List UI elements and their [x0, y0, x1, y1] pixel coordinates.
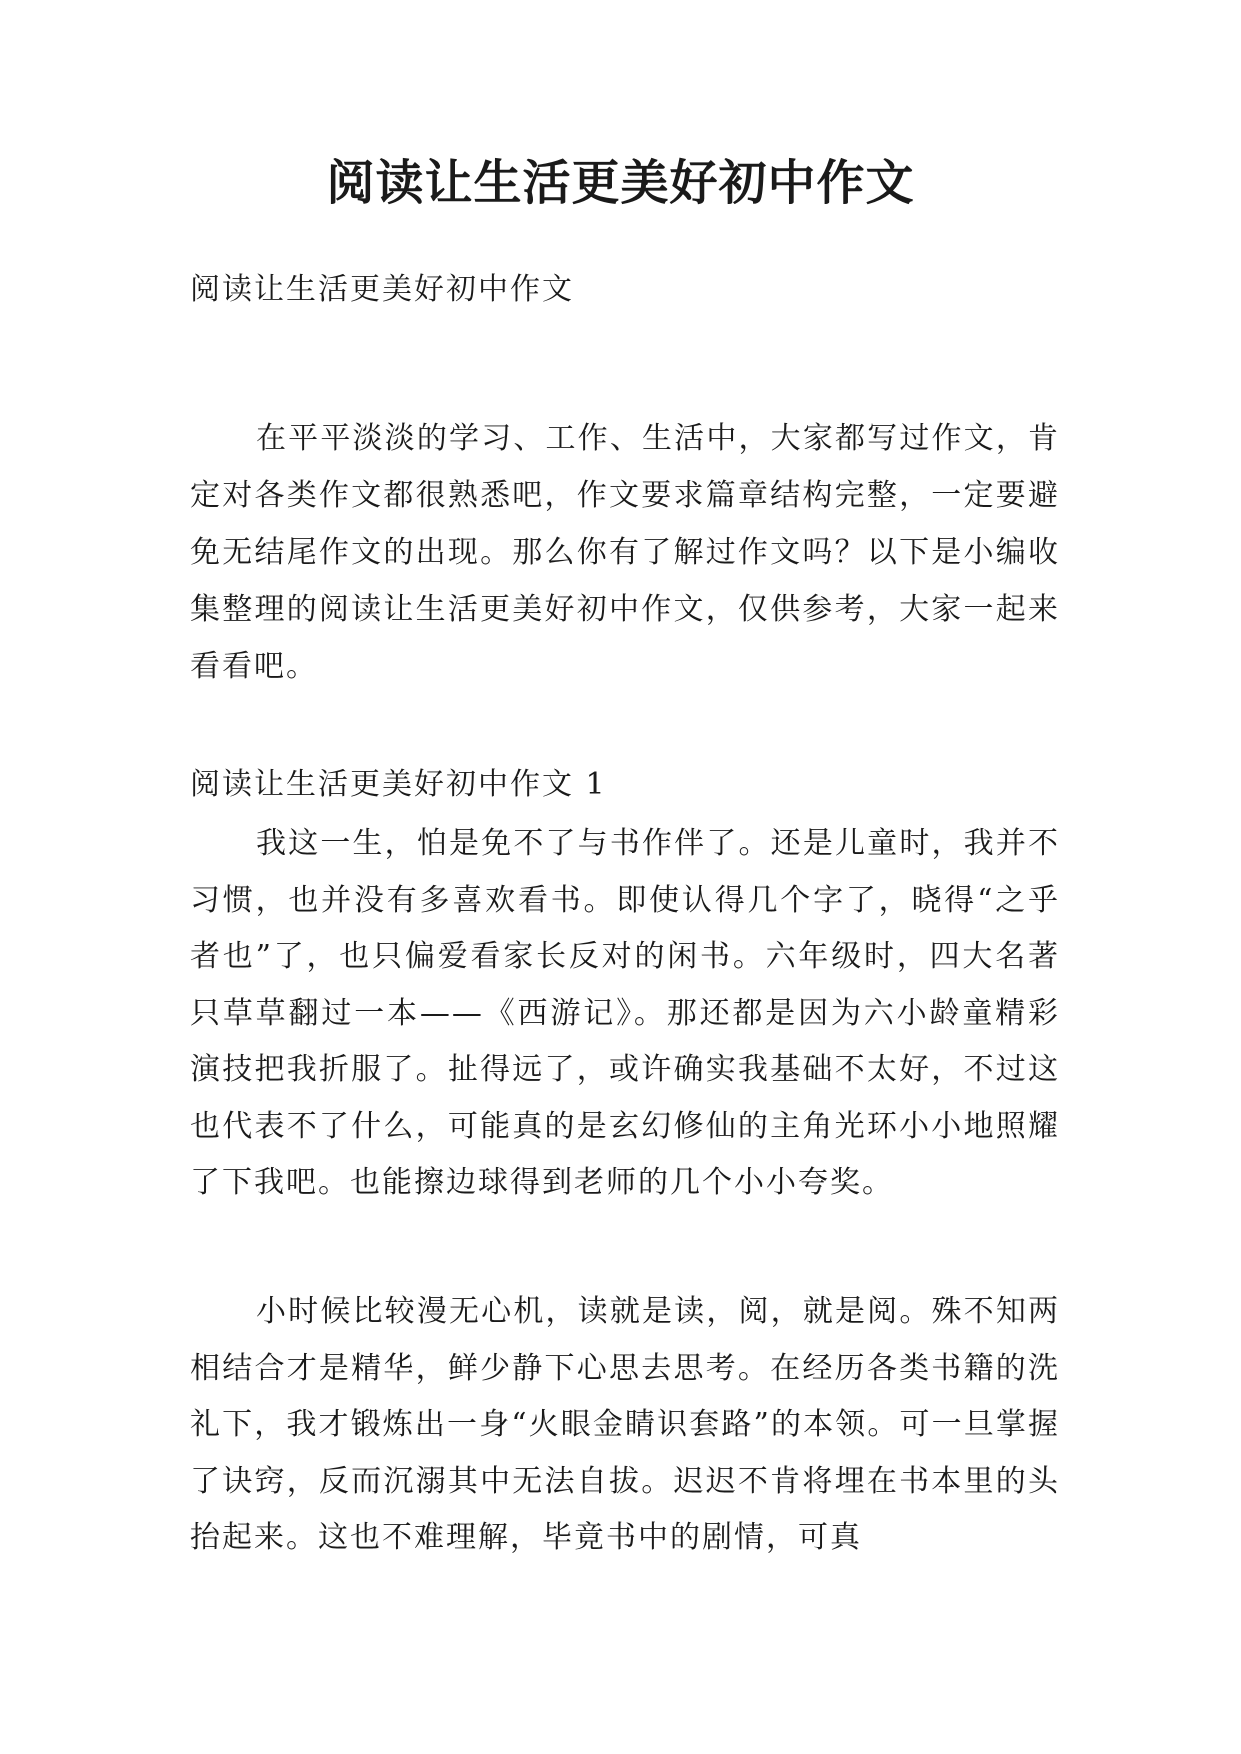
intro-paragraph: 在平平淡淡的学习、工作、生活中，大家都写过作文，肯定对各类作文都很熟悉吧，作文要求篇章结构完整，一定要避免无结尾作文的出现。那么你有了解过作文吗？以下是小编收集整理的阅读让生活更美好初中作文，仅供参考，大家一起来看看吧。: [190, 421, 1060, 684]
document-subtitle: 阅读让生活更美好初中作文: [190, 272, 574, 307]
essay-paragraph-2: 小时候比较漫无心机，读就是读，阅，就是阅。殊不知两相结合才是精华，鲜少静下心思去思考。在经历各类书籍的洗礼下，我才锻炼出一身“火眼金睛识套路”的本领。可一旦掌握了诀窍，反而沉溺其中无法自拔。迟迟不肯将埋在书本里的头抬起来。这也不难理解，毕竟书中的剧情，可真: [190, 1294, 1060, 1555]
essay-paragraph-1: 我这一生，怕是免不了与书作伴了。还是儿童时，我并不习惯，也并没有多喜欢看书。即使认得几个字了，晓得“之乎者也”了，也只偏爱看家长反对的闲书。六年级时，四大名著只草草翻过一本——《西游记》。那还都是因为六小龄童精彩演技把我折服了。扯得远了，或许确实我基础不太好，不过这也代表不了什么，可能真的是玄幻修仙的主角光环小小地照耀了下我吧。也能擦边球得到老师的几个小小夸奖。: [190, 826, 1060, 1200]
document-title: 阅读让生活更美好初中作文: [326, 155, 915, 211]
essay-heading: 阅读让生活更美好初中作文 1: [190, 767, 607, 802]
